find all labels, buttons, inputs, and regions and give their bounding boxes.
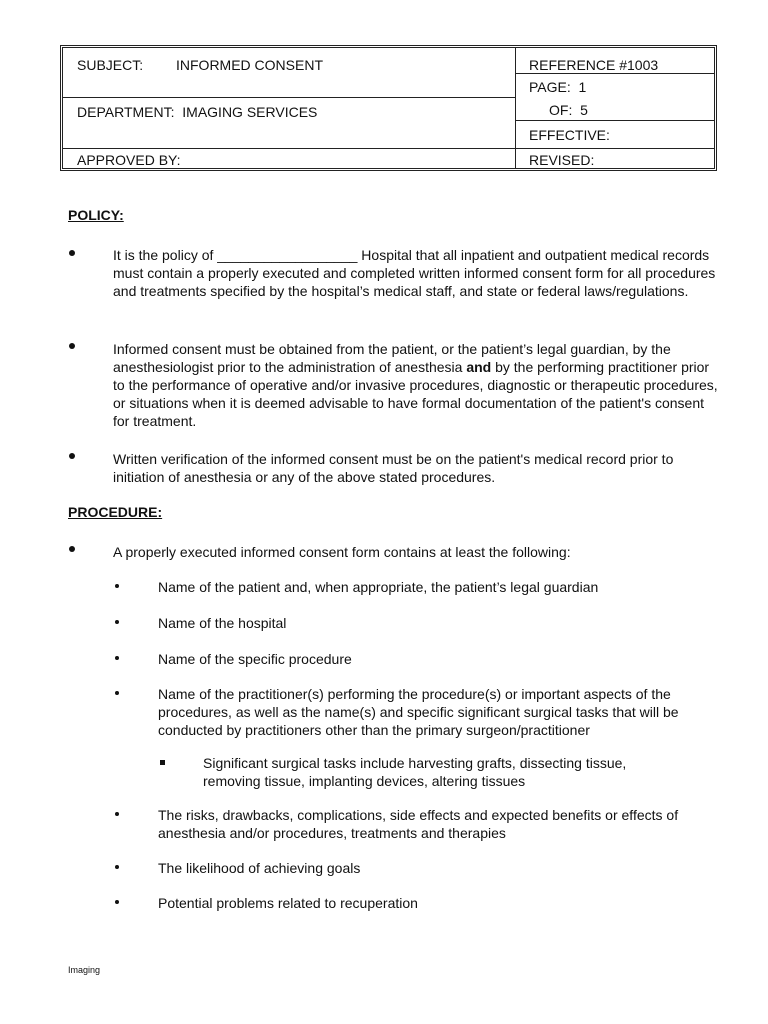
header-rule bbox=[63, 148, 714, 149]
effective: EFFECTIVE: bbox=[529, 127, 610, 143]
square-bullet-icon bbox=[160, 760, 165, 765]
page-of: OF: 5 bbox=[549, 102, 588, 118]
header-divider bbox=[515, 48, 516, 168]
procedure-item: Potential problems related to recuperation bbox=[158, 895, 418, 911]
bullet-icon bbox=[115, 691, 119, 695]
bullet-icon bbox=[69, 250, 75, 256]
policy-item-3: Written verification of the informed consent must be on the patient's medical record prior to initiation of anesthesia or any of the above stated procedures. bbox=[113, 451, 674, 485]
procedure-item: The likelihood of achieving goals bbox=[158, 860, 361, 876]
bullet-icon bbox=[115, 865, 119, 869]
policy-item-2-text-a: Informed consent must be obtained from the patient, or the patient’s legal guardian, by the anesthesiologist prior to the administration of anesthesia bbox=[113, 341, 671, 375]
procedure-item: The risks, drawbacks, complications, side effects and expected benefits or effects of anesthesia and/or procedures, treatments and therapies bbox=[158, 807, 679, 841]
procedure-item: Name of the hospital bbox=[158, 615, 287, 631]
department: DEPARTMENT: IMAGING SERVICES bbox=[77, 104, 318, 120]
footer: Imaging bbox=[68, 965, 101, 975]
bullet-icon bbox=[115, 620, 119, 624]
subject-value: INFORMED CONSENT bbox=[176, 57, 323, 73]
bullet-icon bbox=[69, 546, 75, 552]
bullet-icon bbox=[115, 656, 119, 660]
procedure-sub-item: Significant surgical tasks include harvesting grafts, dissecting tissue, removing tissue, implanting devices, altering tissues bbox=[203, 755, 627, 789]
procedure-intro: A properly executed informed consent form contains at least the following: bbox=[113, 544, 571, 560]
bullet-icon bbox=[115, 812, 119, 816]
procedure-item: Name of the practitioner(s) performing the procedure(s) or important aspects of the procedures, as well as the name(s) and specific significant surgical tasks that will be conducted by practitioners other than the primary surgeon/practitioner bbox=[158, 686, 679, 738]
header-table bbox=[60, 45, 717, 171]
bullet-icon bbox=[115, 584, 119, 588]
page-number: PAGE: 1 bbox=[529, 79, 587, 95]
bullet-icon bbox=[115, 900, 119, 904]
policy-item-2-text-b: by the performing practitioner prior to the performance of operative and/or invasive procedures, diagnostic or therapeutic procedures, or situations when it is deemed advisable to have formal documentation of the patient's consent for treatment. bbox=[113, 359, 718, 429]
subject-label: SUBJECT: bbox=[77, 57, 144, 73]
header-rule bbox=[515, 120, 714, 121]
header-rule bbox=[63, 97, 515, 98]
procedure-item: Name of the specific procedure bbox=[158, 651, 352, 667]
policy-item-2-bold: and bbox=[466, 359, 492, 375]
policy-item-1: It is the policy of __________________ Hospital that all inpatient and outpatient medical records must contain a properly executed and completed written informed consent form for all procedures and treatments specified by the hospital’s medical staff, and state or federal laws/regulations. bbox=[113, 247, 716, 299]
approved-by: APPROVED BY: bbox=[77, 152, 181, 168]
bullet-icon bbox=[69, 343, 75, 349]
policy-item-2 bbox=[113, 340, 723, 430]
header-rule bbox=[515, 73, 714, 74]
revised: REVISED: bbox=[529, 152, 595, 168]
reference: REFERENCE #1003 bbox=[529, 57, 659, 73]
procedure-item: Name of the patient and, when appropriate, the patient’s legal guardian bbox=[158, 579, 599, 595]
policy-heading: POLICY: bbox=[68, 207, 124, 223]
procedure-heading: PROCEDURE: bbox=[68, 504, 163, 520]
bullet-icon bbox=[69, 453, 75, 459]
